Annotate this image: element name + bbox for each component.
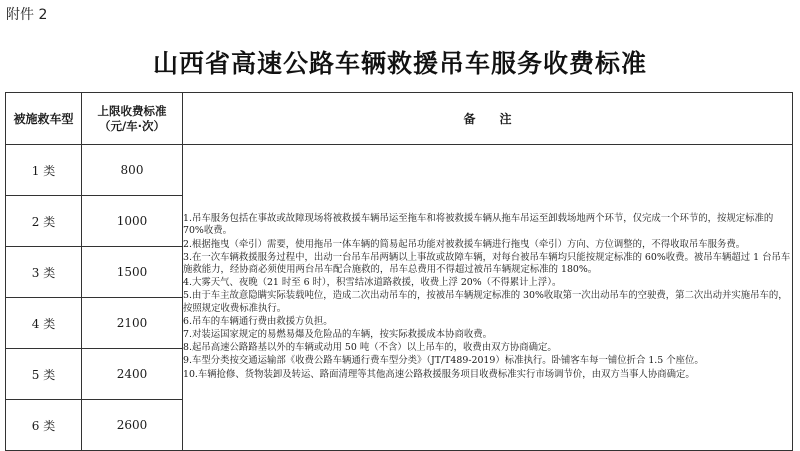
note-item: 4.大雾天气、夜晚（21 时至 6 时），积雪结冰道路救援，收费上浮 20%（不得累计上浮）。: [183, 277, 562, 289]
notes-cell: [183, 145, 793, 451]
note-item: 10.车辆抢修、货物装卸及转运、路面清理等其他高速公路救援服务项目收费标准实行市场调节价，由双方当事人协商确定。: [183, 368, 695, 380]
note-item: 6.吊车的车辆通行费由救援方负担。: [183, 315, 333, 327]
note-item: 3.在一次车辆救援服务过程中，出动一台吊车吊两辆以上事故或故障车辆，对每台被吊车辆均只能按规定标准的 60%收费。被吊车辆超过 1 台吊车施救能力，经协商必须使用两台吊车配合施救的，吊车总费用不得超过被吊车辆规定标准的 180%。: [183, 251, 791, 275]
table-header-row: [6, 93, 793, 145]
note-item: 9.车型分类按交通运输部《收费公路车辆通行费车型分类》（JT/T489-2019）标准执行。卧铺客车每一铺位折合 1.5 个座位。: [183, 355, 704, 367]
note-item: 7.对装运国家规定的易燃易爆及危险品的车辆，按实际救援成本协商收费。: [183, 329, 492, 340]
vehicle-type-cell: 4 类: [6, 298, 82, 349]
note-item: 2.根据拖曳（牵引）需要，使用拖吊一体车辆的简易起吊功能对被救援车辆进行拖曳（牵引）方向、方位调整的，不得收取吊车服务费。: [183, 238, 746, 250]
table-row: [6, 145, 793, 196]
header-notes: 备 注: [183, 93, 793, 145]
header-fee-limit-line2: （元/车·次）: [98, 118, 166, 133]
header-vehicle-type: 被施救车型: [6, 93, 82, 145]
fee-standard-table: [5, 92, 793, 451]
fee-cell: 2100: [82, 298, 183, 349]
fee-cell: 2400: [82, 349, 183, 400]
fee-cell: 2600: [82, 400, 183, 451]
fee-cell: 800: [82, 145, 183, 196]
fee-cell: 1000: [82, 196, 183, 247]
vehicle-type-cell: 3 类: [6, 247, 82, 298]
vehicle-type-cell: 5 类: [6, 349, 82, 400]
note-item: 8.起吊高速公路路基以外的车辆或动用 50 吨（不含）以上吊车的，收费由双方协商确定。: [183, 342, 557, 354]
vehicle-type-cell: 6 类: [6, 400, 82, 451]
header-fee-limit-line1: 上限收费标准: [97, 103, 167, 118]
document-title: 山西省高速公路车辆救援吊车服务收费标准: [152, 49, 647, 78]
note-item: 1.吊车服务包括在事故或故障现场将被救援车辆吊运至拖车和将被救援车辆从拖车吊运至卸载场地两个环节，仅完成一个环节的，按规定标准的 70%收费。: [183, 213, 774, 237]
vehicle-type-cell: 2 类: [6, 196, 82, 247]
note-item: 5.由于车主故意隐瞒实际装载吨位，造成二次出动吊车的，按被吊车辆规定标准的 30%收取第一次出动吊车的空驶费，第二次出动并实施吊车的，按照规定收费标准执行。: [183, 290, 788, 314]
fee-cell: 1500: [82, 247, 183, 298]
vehicle-type-cell: 1 类: [6, 145, 82, 196]
attachment-label: 附件 2: [6, 7, 48, 23]
header-fee-limit: [82, 93, 183, 145]
